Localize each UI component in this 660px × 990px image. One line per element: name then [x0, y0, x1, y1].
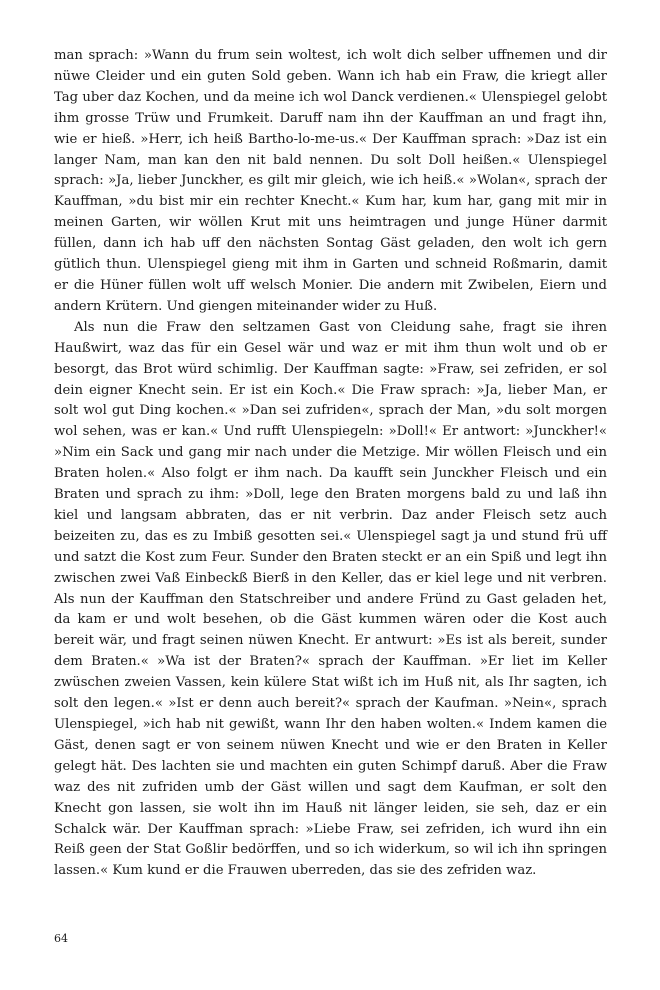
paragraph-2: Als nun die Fraw den seltzamen Gast von Cleidung sahe, fragt sie ihren Haußwirt, waz das für ein Gesel wär und waz er mit ihm thun wolt und ob er besorgt, das Brot würd schimlig. Der Kauffman sagte: »Fraw, sei zefriden, er sol dein eigner Knecht sein. Er ist ein Koch.« Die Fraw sprach: »Ja, lieber Man, er solt wol gut Ding kochen.« »Dan sei zufriden«, sprach der Man, »du solt morgen wol sehen, was er kan.« Und rufft Ulenspiegeln: »Doll!« Er antwort: »Junckher!« »Nim ein Sack und gang mir nach under die Metzige. Mir wöllen Fleisch und ein Braten holen.« Also folgt er ihm nach. Da kaufft sein Junckher Fleisch und ein Braten und sprach zu ihm: »Doll, lege den Braten morgens bald zu und laß ihn kiel und langsam abbraten, das er nit verbrin. Daz ander Fleisch setz auch beizeiten zu, das es zu Imbiß gesotten sei.« Ulenspiegel sagt ja und stund frü uff und satzt die Kost zum Feur. Sunder den Braten steckt er an ein Spiß und legt ihn zwischen zwei Vaß Einbeckß Bierß in den Keller, das er kiel lege und nit verbren. Als nun der Kauffman den Statschreiber und andere Fründ zu Gast geladen het, da kam er und wolt besehen, ob die Gäst kummen wären oder die Kost auch bereit wär, und fragt seinen nüwen Knecht. Er antwurt: »Es ist als bereit, sunder dem Braten.« »Wa ist der Braten?« sprach der Kauffman. »Er liet im Keller zwüschen zweien Vassen, kein külere Stat wißt ich im Huß nit, als Ihr sagten, ich solt den legen.« »Ist er denn auch bereit?« sprach der Kaufman. »Nein«, sprach Ulenspiegel, »ich hab nit gewißt, wann Ihr den haben wolten.« Indem kamen die Gäst, denen sagt er von seinem nüwen Knecht und wie er den Braten in Keller gelegt hät. Des lachten sie und machten ein guten Schimpf daruß. Aber die Fraw waz des nit zufriden umb der Gäst willen und sagt dem Kaufman, er solt den Knecht gon lassen, sie wolt ihn im Hauß nit länger leiden, sie seh, daz er ein Schalck wär. Der Kauffman sprach: »Liebe Fraw, sei zefriden, ich wurd ihn ein Reiß geen der Stat Goßlir bedörffen, und so ich widerkum, so wil ich ihn springen lassen.« Kum kund er die Frauwen uberreden, das sie des zefriden waz. — [54, 319, 607, 879]
page-number: 64 — [54, 932, 68, 945]
page-body — [54, 46, 607, 882]
paragraph-1: man sprach: »Wann du frum sein woltest, ich wolt dich selber uffnemen und dir nüwe Cleider und ein guten Sold geben. Wann ich hab ein Fraw, die kriegt aller Tag uber daz Kochen, und da meine ich wol Danck verdienen.« Ulenspiegel gelobt ihm grosse Trüw und Frumkeit. Daruff nam ihn der Kauffman an und fragt ihn, wie er hieß. »Herr, ich heiß Bartho-lo-me-us.« Der Kauffman sprach: »Daz ist ein langer Nam, man kan den nit bald nennen. Du solt Doll heißen.« Ulenspiegel sprach: »Ja, lieber Junckher, es gilt mir gleich, wie ich heiß.« »Wolan«, sprach der Kauffman, »du bist mir ein rechter Knecht.« Kum har, kum har, gang mit mir in meinen Garten, wir wöllen Krut mit uns heimtragen und junge Hüner darmit füllen, dann ich hab uff den nächsten Sontag Gäst geladen, den wolt ich gern gütlich thun. Ulenspiegel gieng mit ihm in Garten und schneid Roßmarin, damit er die Hüner füllen wolt uff welsch Monier. Die andern mit Zwibelen, Eiern und andern Krütern. Und giengen miteinander wider zu Huß. — [54, 48, 607, 314]
